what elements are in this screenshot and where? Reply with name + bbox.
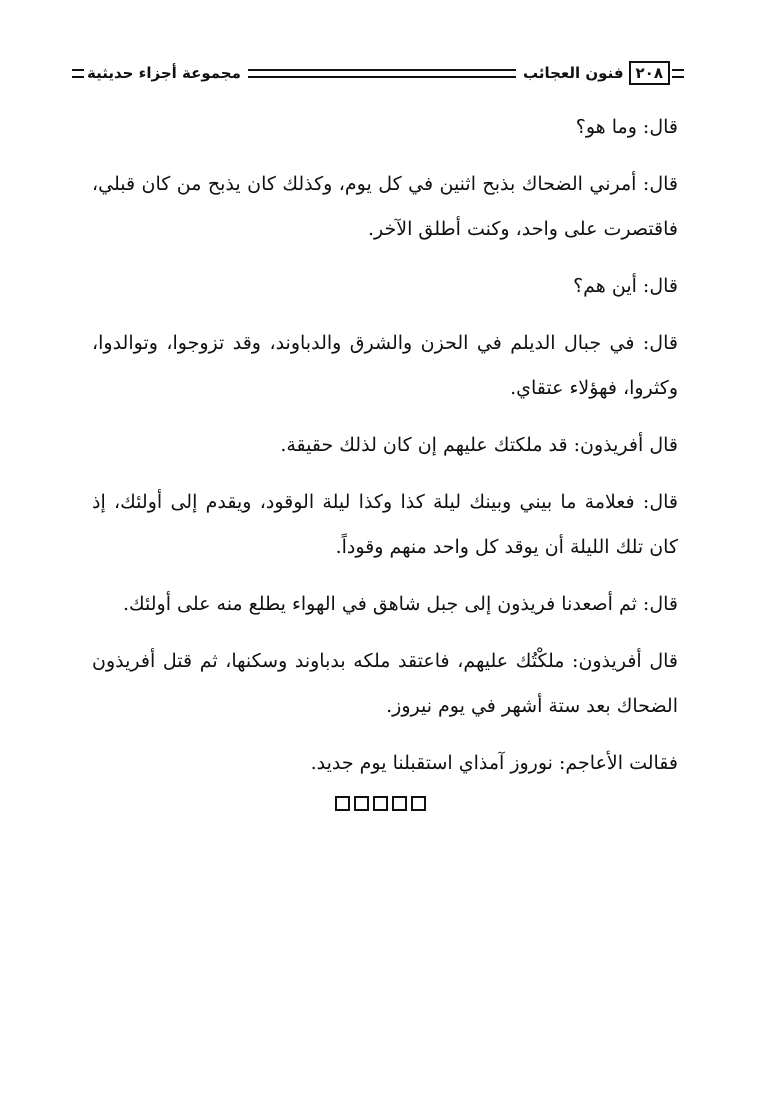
paragraph: قال أفريذون: ملكْتُك عليهم، فاعتقد ملكه بدباوند وسكنها، ثم قتل أفريذون الضحاك بعد ستة أشهر في يوم نيروز. [92,650,678,717]
square-ornament-icon [392,796,407,811]
header-rule-left [72,69,84,78]
paragraph: قال: وما هو؟ [575,116,678,138]
square-ornament-icon [335,796,350,811]
paragraph: قال: فعلامة ما بيني وبينك ليلة كذا وكذا ليلة الوقود، ويقدم إلى أولئك، إذ كان تلك الليلة أن يوقد كل واحد منهم وقوداً. [92,491,678,558]
page-body [92,105,678,798]
book-title: فنون العجائب [522,64,624,82]
paragraph: قال: أمرني الضحاك بذبح اثنين في كل يوم، وكذلك كان يذبح من كان قبلي، فاقتصرت على واحد، وكنت أطلق الآخر. [92,173,678,240]
paragraph: فقالت الأعاجم: نوروز آمذاي استقبلنا يوم جديد. [310,752,678,774]
header-rule-right [672,69,684,78]
paragraph: قال: ثم أصعدنا فريذون إلى جبل شاهق في الهواء يطلع منه على أولئك. [122,593,678,615]
paragraph: قال: أين هم؟ [573,275,678,297]
paragraph: قال أفريذون: قد ملكتك عليهم إن كان لذلك حقيقة. [280,434,678,456]
series-title: مجموعة أجزاء حديثية [87,64,241,82]
square-ornament-icon [354,796,369,811]
paragraph: قال: في جبال الديلم في الحزن والشرق والدباوند، وقد تزوجوا، وتوالدوا، وكثروا، فهؤلاء عتقاي. [92,332,678,399]
page-number: ٢٠٨ [629,61,670,85]
five-square-ornament-icon [330,796,430,816]
running-header [72,60,684,86]
square-ornament-icon [373,796,388,811]
header-rule-center [248,69,516,78]
square-ornament-icon [411,796,426,811]
